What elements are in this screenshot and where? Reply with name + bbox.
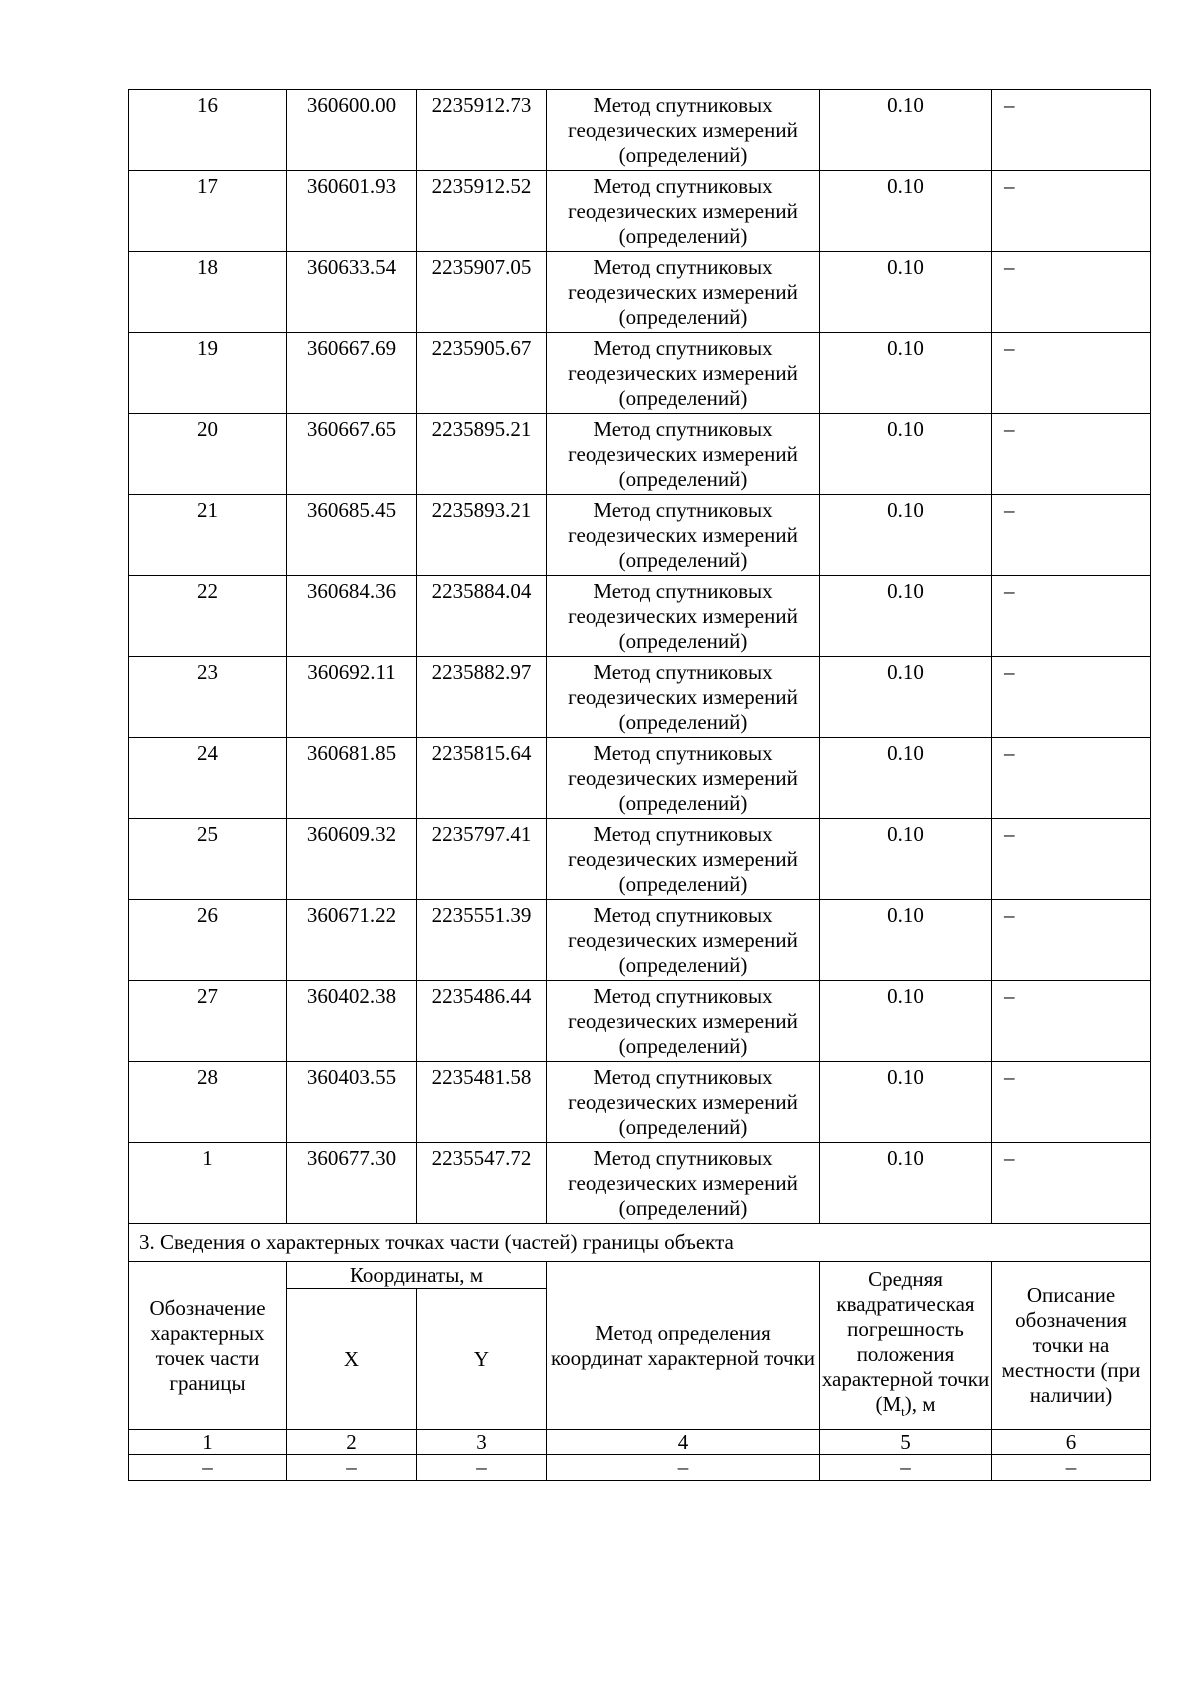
description-cell: – (992, 576, 1151, 657)
mean-error-cell: 0.10 (820, 90, 992, 171)
data-rows (129, 90, 1151, 1224)
point-number-cell: 18 (129, 252, 287, 333)
method-cell: Метод спутниковых геодезических измерений (определений) (547, 171, 820, 252)
description-cell: – (992, 495, 1151, 576)
description-cell: – (992, 819, 1151, 900)
table-row (129, 90, 1151, 171)
point-number-cell: 16 (129, 90, 287, 171)
coord-x-cell: 360667.65 (287, 414, 417, 495)
table-row (129, 981, 1151, 1062)
coord-y-cell: 2235547.72 (417, 1143, 547, 1224)
header-coordinates: Координаты, м (287, 1262, 547, 1289)
coord-x-cell: 360671.22 (287, 900, 417, 981)
mean-error-cell: 0.10 (820, 981, 992, 1062)
header-point-designation: Обозначение характерных точек части границы (129, 1262, 287, 1430)
section-3 (129, 1224, 1151, 1481)
method-cell: Метод спутниковых геодезических измерений (определений) (547, 1143, 820, 1224)
table-row (129, 495, 1151, 576)
method-cell: Метод спутниковых геодезических измерений (определений) (547, 738, 820, 819)
coord-y-cell: 2235815.64 (417, 738, 547, 819)
table-row (129, 252, 1151, 333)
method-cell: Метод спутниковых геодезических измерений (определений) (547, 495, 820, 576)
table-row (129, 819, 1151, 900)
mean-error-cell: 0.10 (820, 738, 992, 819)
mean-error-cell: 0.10 (820, 333, 992, 414)
column-number: 3 (417, 1430, 547, 1455)
coord-y-cell: 2235481.58 (417, 1062, 547, 1143)
table-row (129, 333, 1151, 414)
header-row-1 (129, 1262, 1151, 1289)
coord-x-cell: 360681.85 (287, 738, 417, 819)
method-cell: Метод спутниковых геодезических измерений (определений) (547, 576, 820, 657)
mean-error-cell: 0.10 (820, 576, 992, 657)
coord-y-cell: 2235882.97 (417, 657, 547, 738)
mean-error-cell: 0.10 (820, 252, 992, 333)
table-row (129, 657, 1151, 738)
description-cell: – (992, 657, 1151, 738)
description-cell: – (992, 1062, 1151, 1143)
empty-cell: – (287, 1455, 417, 1481)
mean-error-cell: 0.10 (820, 900, 992, 981)
table-row (129, 414, 1151, 495)
mean-error-cell: 0.10 (820, 171, 992, 252)
coord-y-cell: 2235486.44 (417, 981, 547, 1062)
coord-y-cell: 2235912.73 (417, 90, 547, 171)
empty-cell: – (547, 1455, 820, 1481)
method-cell: Метод спутниковых геодезических измерений (определений) (547, 819, 820, 900)
point-number-cell: 24 (129, 738, 287, 819)
header-method: Метод определения координат характерной точки (547, 1262, 820, 1430)
header-x: X (287, 1289, 417, 1430)
point-number-cell: 21 (129, 495, 287, 576)
column-number: 2 (287, 1430, 417, 1455)
coord-x-cell: 360600.00 (287, 90, 417, 171)
coord-x-cell: 360685.45 (287, 495, 417, 576)
table-row (129, 900, 1151, 981)
empty-cell: – (992, 1455, 1151, 1481)
coord-x-cell: 360609.32 (287, 819, 417, 900)
mean-error-cell: 0.10 (820, 657, 992, 738)
mean-error-cell: 0.10 (820, 414, 992, 495)
table-row (129, 1062, 1151, 1143)
column-number: 5 (820, 1430, 992, 1455)
description-cell: – (992, 171, 1151, 252)
point-number-cell: 17 (129, 171, 287, 252)
method-cell: Метод спутниковых геодезических измерений (определений) (547, 657, 820, 738)
method-cell: Метод спутниковых геодезических измерений (определений) (547, 414, 820, 495)
header-mean-error (820, 1262, 992, 1430)
column-numbers-row (129, 1430, 1151, 1455)
coord-x-cell: 360692.11 (287, 657, 417, 738)
point-number-cell: 22 (129, 576, 287, 657)
column-number: 6 (992, 1430, 1151, 1455)
coord-y-cell: 2235907.05 (417, 252, 547, 333)
method-cell: Метод спутниковых геодезических измерений (определений) (547, 900, 820, 981)
table-row (129, 738, 1151, 819)
point-number-cell: 25 (129, 819, 287, 900)
description-cell: – (992, 900, 1151, 981)
coord-y-cell: 2235895.21 (417, 414, 547, 495)
method-cell: Метод спутниковых геодезических измерений (определений) (547, 1062, 820, 1143)
mean-error-cell: 0.10 (820, 1062, 992, 1143)
empty-cell: – (820, 1455, 992, 1481)
section-3-title: 3. Сведения о характерных точках части (частей) границы объекта (129, 1224, 1151, 1262)
coord-x-cell: 360677.30 (287, 1143, 417, 1224)
header-y: Y (417, 1289, 547, 1430)
coord-x-cell: 360402.38 (287, 981, 417, 1062)
table-row (129, 1143, 1151, 1224)
point-number-cell: 23 (129, 657, 287, 738)
description-cell: – (992, 414, 1151, 495)
coord-x-cell: 360684.36 (287, 576, 417, 657)
coordinates-table (128, 89, 1151, 1481)
point-number-cell: 28 (129, 1062, 287, 1143)
mean-error-cell: 0.10 (820, 1143, 992, 1224)
method-cell: Метод спутниковых геодезических измерений (определений) (547, 252, 820, 333)
description-cell: – (992, 333, 1151, 414)
coord-x-cell: 360403.55 (287, 1062, 417, 1143)
point-number-cell: 26 (129, 900, 287, 981)
coord-y-cell: 2235905.67 (417, 333, 547, 414)
mean-error-cell: 0.10 (820, 819, 992, 900)
point-number-cell: 27 (129, 981, 287, 1062)
description-cell: – (992, 252, 1151, 333)
coord-x-cell: 360633.54 (287, 252, 417, 333)
coord-y-cell: 2235551.39 (417, 900, 547, 981)
description-cell: – (992, 981, 1151, 1062)
method-cell: Метод спутниковых геодезических измерений (определений) (547, 333, 820, 414)
method-cell: Метод спутниковых геодезических измерений (определений) (547, 90, 820, 171)
coord-y-cell: 2235884.04 (417, 576, 547, 657)
description-cell: – (992, 738, 1151, 819)
header-mean-error-text: Средняя квадратическая погрешность положения характерной точки (M (821, 1266, 990, 1416)
point-number-cell: 20 (129, 414, 287, 495)
section-3-title-row (129, 1224, 1151, 1262)
column-number: 4 (547, 1430, 820, 1455)
empty-cell: – (417, 1455, 547, 1481)
method-cell: Метод спутниковых геодезических измерений (определений) (547, 981, 820, 1062)
coord-y-cell: 2235893.21 (417, 495, 547, 576)
header-mean-error-unit: ), м (904, 1391, 936, 1416)
empty-cell: – (129, 1455, 287, 1481)
point-number-cell: 19 (129, 333, 287, 414)
description-cell: – (992, 1143, 1151, 1224)
column-number: 1 (129, 1430, 287, 1455)
header-mean-error-sub: t (901, 1404, 905, 1420)
coord-x-cell: 360601.93 (287, 171, 417, 252)
point-number-cell: 1 (129, 1143, 287, 1224)
table-row (129, 171, 1151, 252)
mean-error-cell: 0.10 (820, 495, 992, 576)
empty-data-row (129, 1455, 1151, 1481)
header-description: Описание обозначения точки на местности (при наличии) (992, 1262, 1151, 1430)
table-row (129, 576, 1151, 657)
coord-y-cell: 2235912.52 (417, 171, 547, 252)
coord-y-cell: 2235797.41 (417, 819, 547, 900)
coord-x-cell: 360667.69 (287, 333, 417, 414)
description-cell: – (992, 90, 1151, 171)
